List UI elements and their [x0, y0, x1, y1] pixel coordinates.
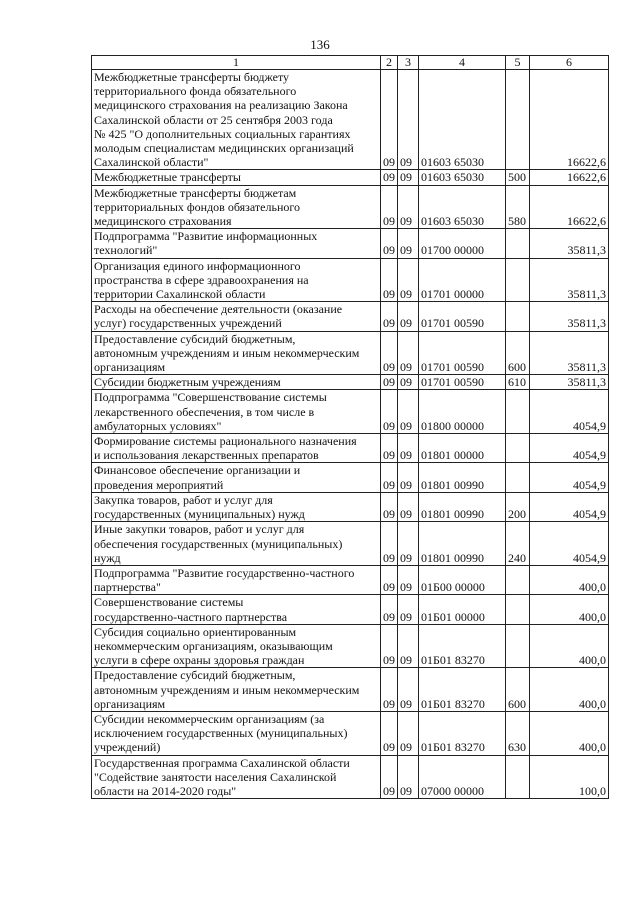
- target-article-code: 01801 00990: [419, 522, 506, 566]
- table-row: [92, 390, 609, 434]
- section-code: 09: [381, 302, 398, 331]
- description-line: области на 2014-2020 годы": [94, 783, 237, 798]
- description-line: проведения мероприятий: [94, 477, 224, 492]
- row-description: [92, 624, 381, 668]
- row-description: [92, 565, 381, 594]
- row-description: [92, 170, 381, 185]
- column-header-4: 4: [419, 56, 506, 70]
- description-line: Подпрограмма "Развитие государственно-частного: [94, 565, 355, 580]
- subsection-code: 09: [398, 375, 419, 390]
- expense-type-code: [506, 595, 530, 624]
- table-body: [92, 70, 609, 799]
- description-line: Иные закупки товаров, работ и услуг для: [94, 522, 305, 537]
- table-row: [92, 668, 609, 712]
- section-code: 09: [381, 229, 398, 258]
- subsection-code: 09: [398, 565, 419, 594]
- column-header-2: 2: [381, 56, 398, 70]
- amount: 16622,6: [530, 170, 609, 185]
- target-article-code: 01701 00590: [419, 302, 506, 331]
- column-header-5: 5: [506, 56, 530, 70]
- subsection-code: 09: [398, 755, 419, 799]
- expense-type-code: 500: [506, 170, 530, 185]
- section-code: 09: [381, 434, 398, 463]
- table-row: [92, 711, 609, 755]
- amount: 4054,9: [530, 390, 609, 434]
- table-row: [92, 624, 609, 668]
- target-article-code: 01603 65030: [419, 170, 506, 185]
- amount: 35811,3: [530, 331, 609, 375]
- description-line: Сахалинской области": [94, 155, 209, 170]
- description-line: обеспечения государственных (муниципальных): [94, 536, 343, 551]
- table-row: [92, 229, 609, 258]
- expense-type-code: 580: [506, 185, 530, 229]
- target-article-code: 01701 00590: [419, 331, 506, 375]
- section-code: 09: [381, 522, 398, 566]
- amount: 35811,3: [530, 229, 609, 258]
- description-line: и использования лекарственных препаратов: [94, 448, 319, 463]
- amount: 4054,9: [530, 522, 609, 566]
- description-line: организациям: [94, 696, 166, 711]
- description-line: Субсидии некоммерческим организациям (за: [94, 711, 325, 726]
- description-line: Субсидия социально ориентированным: [94, 624, 297, 639]
- subsection-code: 09: [398, 390, 419, 434]
- description-line: № 425 "О дополнительных социальных гарантиях: [94, 126, 351, 141]
- amount: 400,0: [530, 624, 609, 668]
- target-article-code: 01800 00000: [419, 390, 506, 434]
- section-code: 09: [381, 492, 398, 521]
- target-article-code: 01Б01 83270: [419, 624, 506, 668]
- row-description: [92, 302, 381, 331]
- table-row: [92, 492, 609, 521]
- row-description: [92, 755, 381, 799]
- section-code: 09: [381, 375, 398, 390]
- section-code: 09: [381, 185, 398, 229]
- subsection-code: 09: [398, 185, 419, 229]
- section-code: 09: [381, 390, 398, 434]
- row-description: [92, 434, 381, 463]
- subsection-code: 09: [398, 170, 419, 185]
- description-line: Предоставление субсидий бюджетным,: [94, 668, 296, 683]
- table-row: [92, 522, 609, 566]
- expense-type-code: 240: [506, 522, 530, 566]
- description-line: государственных (муниципальных) нужд: [94, 507, 305, 522]
- description-line: Финансовое обеспечение организации и: [94, 463, 301, 478]
- description-line: "Содействие занятости населения Сахалинской: [94, 769, 337, 784]
- column-header-1: 1: [92, 56, 381, 70]
- description-line: территориального фонда обязательного: [94, 84, 297, 99]
- row-description: [92, 258, 381, 302]
- amount: 4054,9: [530, 492, 609, 521]
- subsection-code: 09: [398, 624, 419, 668]
- description-line: Межбюджетные трансферты бюджетам: [94, 185, 297, 200]
- description-line: услуг) государственных учреждений: [94, 316, 282, 331]
- description-line: медицинского страхования: [94, 214, 232, 229]
- section-code: 09: [381, 70, 398, 170]
- expense-type-code: [506, 70, 530, 170]
- section-code: 09: [381, 668, 398, 712]
- description-line: Субсидии бюджетным учреждениям: [94, 375, 281, 390]
- target-article-code: 01801 00000: [419, 434, 506, 463]
- target-article-code: 01700 00000: [419, 229, 506, 258]
- expense-type-code: [506, 755, 530, 799]
- row-description: [92, 185, 381, 229]
- section-code: 09: [381, 624, 398, 668]
- expense-type-code: [506, 463, 530, 492]
- description-line: автономным учреждениям и иным некоммерческим: [94, 682, 360, 697]
- row-description: [92, 463, 381, 492]
- budget-table: [91, 55, 609, 799]
- expense-type-code: [506, 302, 530, 331]
- description-line: Закупка товаров, работ и услуг для: [94, 492, 273, 507]
- description-line: лекарственного обеспечения, в том числе в: [94, 404, 315, 419]
- row-description: [92, 668, 381, 712]
- subsection-code: 09: [398, 463, 419, 492]
- subsection-code: 09: [398, 331, 419, 375]
- amount: 100,0: [530, 755, 609, 799]
- expense-type-code: 610: [506, 375, 530, 390]
- table-row: [92, 331, 609, 375]
- expense-type-code: 630: [506, 711, 530, 755]
- section-code: 09: [381, 463, 398, 492]
- amount: 400,0: [530, 595, 609, 624]
- description-line: пространства в сфере здравоохранения на: [94, 272, 309, 287]
- table-row: [92, 185, 609, 229]
- target-article-code: 01Б01 83270: [419, 668, 506, 712]
- expense-type-code: [506, 258, 530, 302]
- expense-type-code: [506, 565, 530, 594]
- table-row: [92, 434, 609, 463]
- table-row: [92, 170, 609, 185]
- amount: 35811,3: [530, 258, 609, 302]
- table-row: [92, 258, 609, 302]
- table-header-row: [92, 56, 609, 70]
- subsection-code: 09: [398, 668, 419, 712]
- section-code: 09: [381, 170, 398, 185]
- description-line: амбулаторных условиях": [94, 418, 222, 433]
- description-line: исключением государственных (муниципальных): [94, 726, 348, 741]
- description-line: государственно-частного партнерства: [94, 609, 288, 624]
- subsection-code: 09: [398, 522, 419, 566]
- section-code: 09: [381, 595, 398, 624]
- description-line: учреждений): [94, 740, 161, 755]
- description-line: Расходы на обеспечение деятельности (оказание: [94, 302, 343, 317]
- section-code: 09: [381, 755, 398, 799]
- section-code: 09: [381, 565, 398, 594]
- row-description: [92, 595, 381, 624]
- subsection-code: 09: [398, 492, 419, 521]
- table-row: [92, 595, 609, 624]
- row-description: [92, 375, 381, 390]
- row-description: [92, 70, 381, 170]
- row-description: [92, 390, 381, 434]
- description-line: некоммерческим организациям, оказывающим: [94, 638, 333, 653]
- expense-type-code: 200: [506, 492, 530, 521]
- target-article-code: 01Б00 00000: [419, 565, 506, 594]
- row-description: [92, 522, 381, 566]
- subsection-code: 09: [398, 258, 419, 302]
- expense-type-code: [506, 390, 530, 434]
- description-line: партнерства": [94, 580, 161, 595]
- table-row: [92, 463, 609, 492]
- target-article-code: 01701 00590: [419, 375, 506, 390]
- description-line: Межбюджетные трансферты: [94, 170, 241, 185]
- description-line: Предоставление субсидий бюджетным,: [94, 331, 296, 346]
- target-article-code: 01Б01 00000: [419, 595, 506, 624]
- subsection-code: 09: [398, 434, 419, 463]
- amount: 35811,3: [530, 302, 609, 331]
- expense-type-code: 600: [506, 331, 530, 375]
- description-line: медицинского страхования на реализацию Закона: [94, 98, 348, 113]
- target-article-code: 01603 65030: [419, 185, 506, 229]
- description-line: территории Сахалинской области: [94, 287, 266, 302]
- subsection-code: 09: [398, 229, 419, 258]
- section-code: 09: [381, 331, 398, 375]
- amount: 400,0: [530, 711, 609, 755]
- description-line: Сахалинской области от 25 сентября 2003 года: [94, 112, 333, 127]
- description-line: Формирование системы рационального назначения: [94, 434, 357, 449]
- target-article-code: 01Б01 83270: [419, 711, 506, 755]
- description-line: технологий": [94, 243, 158, 258]
- page-number: 136: [310, 37, 330, 52]
- amount: 400,0: [530, 565, 609, 594]
- target-article-code: 01801 00990: [419, 492, 506, 521]
- amount: 4054,9: [530, 434, 609, 463]
- row-description: [92, 492, 381, 521]
- target-article-code: 01801 00990: [419, 463, 506, 492]
- amount: 35811,3: [530, 375, 609, 390]
- row-description: [92, 331, 381, 375]
- expense-type-code: [506, 229, 530, 258]
- section-code: 09: [381, 258, 398, 302]
- description-line: нужд: [94, 550, 121, 565]
- expense-type-code: [506, 624, 530, 668]
- column-header-3: 3: [398, 56, 419, 70]
- table-row: [92, 565, 609, 594]
- target-article-code: 07000 00000: [419, 755, 506, 799]
- subsection-code: 09: [398, 302, 419, 331]
- description-line: Подпрограмма "Совершенствование системы: [94, 390, 327, 405]
- amount: 400,0: [530, 668, 609, 712]
- table-row: [92, 70, 609, 170]
- description-line: территориальных фондов обязательного: [94, 199, 301, 214]
- amount: 4054,9: [530, 463, 609, 492]
- description-line: организациям: [94, 360, 166, 375]
- subsection-code: 09: [398, 711, 419, 755]
- row-description: [92, 711, 381, 755]
- amount: 16622,6: [530, 70, 609, 170]
- column-header-6: 6: [530, 56, 609, 70]
- table-row: [92, 375, 609, 390]
- description-line: молодым специалистам медицинских организаций: [94, 141, 354, 156]
- target-article-code: 01603 65030: [419, 70, 506, 170]
- expense-type-code: 600: [506, 668, 530, 712]
- description-line: автономным учреждениям и иным некоммерческим: [94, 345, 360, 360]
- section-code: 09: [381, 711, 398, 755]
- subsection-code: 09: [398, 70, 419, 170]
- description-line: Подпрограмма "Развитие информационных: [94, 229, 318, 244]
- expense-type-code: [506, 434, 530, 463]
- table-row: [92, 755, 609, 799]
- description-line: услуги в сфере охраны здоровья граждан: [94, 653, 305, 668]
- description-line: Совершенствование системы: [94, 595, 244, 610]
- description-line: Государственная программа Сахалинской области: [94, 755, 350, 770]
- amount: 16622,6: [530, 185, 609, 229]
- subsection-code: 09: [398, 595, 419, 624]
- table-row: [92, 302, 609, 331]
- description-line: Межбюджетные трансферты бюджету: [94, 70, 290, 84]
- target-article-code: 01701 00000: [419, 258, 506, 302]
- description-line: Организация единого информационного: [94, 258, 301, 273]
- row-description: [92, 229, 381, 258]
